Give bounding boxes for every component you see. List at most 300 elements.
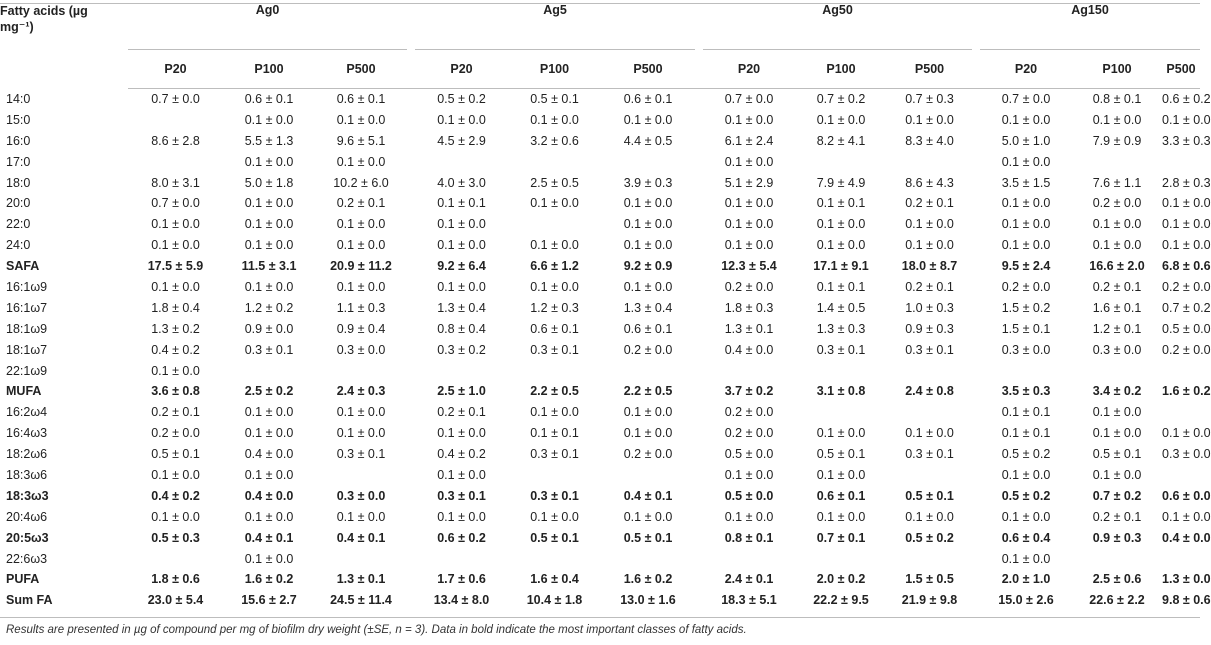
value-cell: 15.6 ± 2.7 bbox=[241, 593, 297, 608]
value-cell: 0.6 ± 0.1 bbox=[336, 91, 386, 106]
value-cell: 2.4 ± 0.3 bbox=[336, 384, 386, 399]
value-cell: 0.1 ± 0.0 bbox=[151, 238, 200, 253]
table-row bbox=[0, 360, 1200, 381]
cell-spacer bbox=[407, 402, 415, 423]
value-cell: 4.5 ± 2.9 bbox=[437, 133, 486, 148]
row-label: 14:0 bbox=[6, 91, 31, 106]
value-cell: 0.5 ± 0.1 bbox=[530, 530, 579, 545]
subcolumn-header: P500 bbox=[601, 49, 695, 88]
value-cell bbox=[415, 548, 508, 569]
cell-spacer bbox=[972, 297, 980, 318]
value-cell: 23.0 ± 5.4 bbox=[147, 593, 204, 608]
value-cell bbox=[315, 465, 407, 486]
value-cell: 2.0 ± 0.2 bbox=[816, 572, 866, 587]
value-cell: 0.1 ± 0.0 bbox=[623, 217, 673, 232]
cell-spacer bbox=[695, 318, 703, 339]
table-row bbox=[0, 235, 1200, 256]
subcolumn-header: P20 bbox=[703, 49, 795, 88]
value-cell: 0.1 ± 0.0 bbox=[1162, 196, 1211, 211]
value-cell: 0.1 ± 0.0 bbox=[724, 217, 774, 232]
value-cell: 0.5 ± 0.1 bbox=[816, 447, 866, 462]
cell-spacer bbox=[407, 151, 415, 172]
value-cell: 0.2 ± 0.1 bbox=[1092, 279, 1142, 294]
value-cell: 0.1 ± 0.0 bbox=[244, 238, 294, 253]
value-cell bbox=[1072, 548, 1162, 569]
value-cell: 0.3 ± 0.0 bbox=[336, 488, 386, 503]
cell-spacer bbox=[972, 277, 980, 298]
table-row bbox=[0, 318, 1200, 339]
value-cell: 0.1 ± 0.0 bbox=[437, 509, 486, 524]
value-cell: 0.1 ± 0.0 bbox=[530, 509, 579, 524]
value-cell: 6.8 ± 0.6 bbox=[1162, 259, 1211, 274]
row-label: 17:0 bbox=[6, 154, 31, 169]
value-cell: 0.4 ± 0.2 bbox=[437, 447, 486, 462]
value-cell bbox=[795, 402, 887, 423]
value-cell: 0.1 ± 0.1 bbox=[1001, 405, 1051, 420]
row-label: 16:1ω7 bbox=[6, 300, 48, 315]
group-label: Ag150 bbox=[1071, 3, 1109, 17]
value-cell: 0.1 ± 0.0 bbox=[1001, 238, 1051, 253]
value-cell: 2.0 ± 1.0 bbox=[1001, 572, 1051, 587]
value-cell: 0.1 ± 0.0 bbox=[816, 467, 866, 482]
value-cell: 0.1 ± 0.0 bbox=[1092, 467, 1142, 482]
value-cell: 0.7 ± 0.0 bbox=[1001, 91, 1051, 106]
bottom-rule bbox=[0, 617, 1200, 618]
value-cell: 1.6 ± 0.4 bbox=[530, 572, 579, 587]
value-cell bbox=[601, 151, 695, 172]
value-cell: 0.1 ± 0.0 bbox=[1162, 112, 1211, 127]
value-cell bbox=[128, 109, 223, 130]
value-cell: 0.3 ± 0.0 bbox=[1001, 342, 1051, 357]
value-cell: 0.3 ± 0.1 bbox=[905, 342, 954, 357]
value-cell: 10.4 ± 1.8 bbox=[526, 593, 583, 608]
value-cell: 0.1 ± 0.0 bbox=[623, 509, 673, 524]
value-cell: 2.8 ± 0.3 bbox=[1162, 175, 1211, 190]
value-cell: 0.9 ± 0.3 bbox=[905, 321, 954, 336]
value-cell: 3.4 ± 0.2 bbox=[1092, 384, 1142, 399]
cell-spacer bbox=[407, 277, 415, 298]
value-cell: 0.1 ± 0.1 bbox=[816, 196, 866, 211]
value-cell bbox=[508, 214, 601, 235]
value-cell: 0.2 ± 0.0 bbox=[151, 426, 200, 441]
row-label: 16:2ω4 bbox=[6, 405, 48, 420]
cell-spacer bbox=[695, 548, 703, 569]
value-cell: 0.1 ± 0.0 bbox=[437, 426, 486, 441]
table-row bbox=[0, 109, 1200, 130]
cell-spacer bbox=[695, 151, 703, 172]
value-cell: 1.6 ± 0.2 bbox=[244, 572, 294, 587]
fatty-acid-table bbox=[0, 3, 1211, 611]
cell-spacer bbox=[972, 548, 980, 569]
value-cell: 9.5 ± 2.4 bbox=[1001, 259, 1051, 274]
value-cell bbox=[795, 360, 887, 381]
row-label: Sum FA bbox=[6, 593, 53, 608]
value-cell: 5.5 ± 1.3 bbox=[244, 133, 294, 148]
value-cell: 0.1 ± 0.0 bbox=[336, 217, 386, 232]
table-row bbox=[0, 444, 1200, 465]
value-cell: 0.1 ± 0.0 bbox=[623, 405, 673, 420]
value-cell: 0.5 ± 0.1 bbox=[1092, 447, 1142, 462]
value-cell: 0.5 ± 0.2 bbox=[1001, 447, 1051, 462]
value-cell: 2.2 ± 0.5 bbox=[530, 384, 579, 399]
value-cell: 0.1 ± 0.0 bbox=[244, 112, 294, 127]
value-cell: 0.7 ± 0.2 bbox=[1092, 488, 1142, 503]
table-row bbox=[0, 214, 1200, 235]
value-cell bbox=[1162, 548, 1200, 569]
row-label: 18:0 bbox=[6, 175, 31, 190]
value-cell: 1.3 ± 0.3 bbox=[816, 321, 866, 336]
value-cell: 0.6 ± 0.1 bbox=[816, 488, 866, 503]
row-label: 18:3ω6 bbox=[6, 467, 48, 482]
value-cell bbox=[980, 360, 1072, 381]
row-label: 18:3ω3 bbox=[6, 488, 49, 503]
value-cell: 12.3 ± 5.4 bbox=[721, 259, 777, 274]
cell-spacer bbox=[972, 318, 980, 339]
value-cell: 1.3 ± 0.1 bbox=[336, 572, 386, 587]
value-cell: 0.2 ± 0.0 bbox=[1001, 279, 1051, 294]
value-cell bbox=[1162, 360, 1200, 381]
value-cell: 0.1 ± 0.0 bbox=[1001, 196, 1051, 211]
value-cell: 11.5 ± 3.1 bbox=[241, 259, 297, 274]
row-label: SAFA bbox=[6, 259, 40, 274]
value-cell bbox=[415, 360, 508, 381]
value-cell: 0.1 ± 0.0 bbox=[244, 509, 294, 524]
value-cell: 0.1 ± 0.0 bbox=[1001, 112, 1051, 127]
row-label: 22:6ω3 bbox=[6, 551, 48, 566]
value-cell: 0.6 ± 0.1 bbox=[623, 321, 673, 336]
value-cell: 0.1 ± 0.0 bbox=[816, 112, 866, 127]
value-cell: 0.1 ± 0.0 bbox=[816, 426, 866, 441]
value-cell: 0.1 ± 0.0 bbox=[244, 279, 294, 294]
cell-spacer bbox=[695, 193, 703, 214]
value-cell: 6.1 ± 2.4 bbox=[724, 133, 774, 148]
value-cell: 0.2 ± 0.1 bbox=[437, 405, 486, 420]
value-cell bbox=[887, 360, 972, 381]
value-cell: 0.1 ± 0.0 bbox=[623, 238, 673, 253]
cell-spacer bbox=[407, 214, 415, 235]
cell-spacer bbox=[695, 590, 703, 611]
value-cell: 1.7 ± 0.6 bbox=[437, 572, 486, 587]
cell-spacer bbox=[972, 151, 980, 172]
value-cell: 2.2 ± 0.5 bbox=[623, 384, 673, 399]
value-cell: 0.1 ± 0.0 bbox=[623, 279, 673, 294]
group-spacer bbox=[695, 3, 703, 49]
row-label: MUFA bbox=[6, 384, 42, 399]
value-cell: 0.1 ± 0.0 bbox=[1001, 509, 1051, 524]
group-header-ag50 bbox=[703, 3, 972, 49]
value-cell: 0.1 ± 0.0 bbox=[530, 112, 579, 127]
value-cell bbox=[508, 465, 601, 486]
cell-spacer bbox=[695, 88, 703, 109]
value-cell: 8.6 ± 2.8 bbox=[151, 133, 200, 148]
value-cell: 18.3 ± 5.1 bbox=[721, 593, 777, 608]
value-cell: 0.5 ± 0.2 bbox=[1001, 488, 1051, 503]
value-cell: 24.5 ± 11.4 bbox=[330, 593, 392, 608]
value-cell: 0.1 ± 0.0 bbox=[336, 154, 386, 169]
value-cell: 0.2 ± 0.1 bbox=[151, 405, 200, 420]
cell-spacer bbox=[407, 172, 415, 193]
subcolumn-header: P100 bbox=[795, 49, 887, 88]
value-cell: 0.1 ± 0.0 bbox=[530, 405, 579, 420]
cell-spacer bbox=[407, 193, 415, 214]
cell-spacer bbox=[972, 193, 980, 214]
cell-spacer bbox=[695, 381, 703, 402]
cell-spacer bbox=[972, 235, 980, 256]
value-cell: 0.1 ± 0.0 bbox=[336, 509, 386, 524]
value-cell: 0.1 ± 0.0 bbox=[905, 426, 954, 441]
value-cell: 0.1 ± 0.0 bbox=[151, 217, 200, 232]
cell-spacer bbox=[407, 297, 415, 318]
value-cell bbox=[601, 360, 695, 381]
table-row bbox=[0, 465, 1200, 486]
value-cell: 9.6 ± 5.1 bbox=[336, 133, 386, 148]
value-cell: 0.1 ± 0.0 bbox=[1162, 426, 1211, 441]
table-row bbox=[0, 88, 1200, 109]
table-row bbox=[0, 548, 1200, 569]
value-cell: 9.2 ± 0.9 bbox=[623, 259, 673, 274]
value-cell: 1.6 ± 0.2 bbox=[623, 572, 673, 587]
value-cell: 0.1 ± 0.0 bbox=[437, 279, 486, 294]
cell-spacer bbox=[407, 506, 415, 527]
group-spacer bbox=[407, 3, 415, 49]
cell-spacer bbox=[972, 88, 980, 109]
cell-spacer bbox=[407, 235, 415, 256]
row-label: 15:0 bbox=[6, 112, 31, 127]
table-caption: Results are presented in µg of compound per mg of biofilm dry weight (±SE, n = 3). Data in bold indicate the most important classes of fatty acids. bbox=[6, 624, 747, 636]
cell-spacer bbox=[972, 444, 980, 465]
value-cell: 2.5 ± 1.0 bbox=[437, 384, 486, 399]
value-cell: 0.1 ± 0.0 bbox=[336, 405, 386, 420]
value-cell: 3.9 ± 0.3 bbox=[623, 175, 673, 190]
value-cell bbox=[223, 360, 315, 381]
value-cell: 3.3 ± 0.3 bbox=[1162, 133, 1211, 148]
value-cell: 0.1 ± 0.1 bbox=[530, 426, 579, 441]
cell-spacer bbox=[407, 590, 415, 611]
value-cell: 8.3 ± 4.0 bbox=[905, 133, 954, 148]
group-label: Ag50 bbox=[822, 3, 853, 17]
cell-spacer bbox=[695, 423, 703, 444]
value-cell: 3.2 ± 0.6 bbox=[530, 133, 579, 148]
value-cell: 1.2 ± 0.3 bbox=[530, 300, 579, 315]
value-cell: 1.8 ± 0.4 bbox=[151, 300, 200, 315]
value-cell bbox=[795, 548, 887, 569]
value-cell: 0.4 ± 0.2 bbox=[151, 342, 200, 357]
value-cell bbox=[315, 548, 407, 569]
value-cell: 1.3 ± 0.2 bbox=[151, 321, 200, 336]
group-header-ag150 bbox=[980, 3, 1200, 49]
value-cell bbox=[508, 151, 601, 172]
value-cell: 0.1 ± 0.0 bbox=[1001, 154, 1051, 169]
cell-spacer bbox=[972, 360, 980, 381]
subcolumn-header-row bbox=[0, 49, 1200, 88]
value-cell: 0.7 ± 0.0 bbox=[151, 91, 200, 106]
cell-spacer bbox=[972, 109, 980, 130]
value-cell bbox=[508, 548, 601, 569]
value-cell: 0.1 ± 0.0 bbox=[724, 509, 774, 524]
table-row bbox=[0, 172, 1200, 193]
value-cell: 0.5 ± 0.3 bbox=[151, 530, 200, 545]
value-cell: 0.1 ± 0.1 bbox=[816, 279, 866, 294]
value-cell: 1.6 ± 0.2 bbox=[1162, 384, 1211, 399]
value-cell: 0.4 ± 0.0 bbox=[244, 447, 294, 462]
value-cell: 4.0 ± 3.0 bbox=[437, 175, 486, 190]
value-cell: 1.4 ± 0.5 bbox=[816, 300, 866, 315]
value-cell: 0.8 ± 0.1 bbox=[1092, 91, 1142, 106]
subcolumn-spacer bbox=[695, 49, 703, 88]
cell-spacer bbox=[972, 339, 980, 360]
value-cell: 7.9 ± 4.9 bbox=[816, 175, 866, 190]
value-cell: 0.1 ± 0.0 bbox=[437, 238, 486, 253]
value-cell: 0.1 ± 0.0 bbox=[1092, 405, 1142, 420]
value-cell: 7.6 ± 1.1 bbox=[1092, 175, 1142, 190]
group-spacer bbox=[972, 3, 980, 49]
value-cell: 0.1 ± 0.0 bbox=[244, 217, 294, 232]
row-label: 22:0 bbox=[6, 217, 31, 232]
cell-spacer bbox=[407, 339, 415, 360]
value-cell bbox=[887, 151, 972, 172]
value-cell: 0.3 ± 0.2 bbox=[437, 342, 486, 357]
value-cell: 0.1 ± 0.0 bbox=[1092, 426, 1142, 441]
value-cell: 0.1 ± 0.0 bbox=[336, 426, 386, 441]
group-header-ag5 bbox=[415, 3, 695, 49]
value-cell: 2.4 ± 0.1 bbox=[724, 572, 774, 587]
value-cell: 0.1 ± 0.0 bbox=[724, 112, 774, 127]
value-cell: 0.5 ± 0.2 bbox=[437, 91, 486, 106]
cell-spacer bbox=[695, 109, 703, 130]
cell-spacer bbox=[407, 548, 415, 569]
value-cell: 0.1 ± 0.0 bbox=[244, 467, 294, 482]
row-label: 18:1ω7 bbox=[6, 342, 48, 357]
cell-spacer bbox=[695, 402, 703, 423]
value-cell: 1.3 ± 0.1 bbox=[724, 321, 774, 336]
value-cell bbox=[508, 360, 601, 381]
cell-spacer bbox=[407, 527, 415, 548]
corner-header-line2: mg⁻¹) bbox=[0, 20, 34, 34]
table-row bbox=[0, 402, 1200, 423]
subcolumn-spacer bbox=[407, 49, 415, 88]
subcolumn-header: P500 bbox=[315, 49, 407, 88]
value-cell: 0.1 ± 0.1 bbox=[437, 196, 486, 211]
value-cell: 21.9 ± 9.8 bbox=[901, 593, 958, 608]
value-cell: 18.0 ± 8.7 bbox=[901, 259, 958, 274]
cell-spacer bbox=[695, 465, 703, 486]
value-cell: 0.6 ± 0.4 bbox=[1001, 530, 1051, 545]
table-row bbox=[0, 506, 1200, 527]
value-cell: 0.2 ± 0.0 bbox=[724, 279, 774, 294]
value-cell: 0.6 ± 0.2 bbox=[1162, 91, 1211, 106]
row-label: 20:4ω6 bbox=[6, 509, 48, 524]
cell-spacer bbox=[695, 506, 703, 527]
table-row bbox=[0, 339, 1200, 360]
value-cell: 1.5 ± 0.2 bbox=[1001, 300, 1051, 315]
value-cell: 1.0 ± 0.3 bbox=[905, 300, 954, 315]
value-cell bbox=[703, 360, 795, 381]
value-cell bbox=[415, 151, 508, 172]
value-cell: 1.3 ± 0.0 bbox=[1162, 572, 1211, 587]
value-cell: 0.2 ± 0.0 bbox=[1092, 196, 1142, 211]
value-cell: 0.4 ± 0.1 bbox=[623, 488, 673, 503]
row-label: 20:5ω3 bbox=[6, 530, 49, 545]
subcolumn-header: P20 bbox=[415, 49, 508, 88]
value-cell: 0.1 ± 0.0 bbox=[1001, 551, 1051, 566]
value-cell: 0.1 ± 0.0 bbox=[1092, 238, 1142, 253]
table-row bbox=[0, 590, 1200, 611]
value-cell: 0.2 ± 0.1 bbox=[336, 196, 386, 211]
value-cell: 0.4 ± 0.2 bbox=[151, 488, 200, 503]
value-cell bbox=[703, 548, 795, 569]
value-cell: 0.1 ± 0.0 bbox=[151, 509, 200, 524]
subcolumn-header: P20 bbox=[128, 49, 223, 88]
table-row bbox=[0, 485, 1200, 506]
value-cell: 0.1 ± 0.0 bbox=[1162, 238, 1211, 253]
cell-spacer bbox=[972, 485, 980, 506]
cell-spacer bbox=[407, 569, 415, 590]
value-cell: 17.5 ± 5.9 bbox=[147, 259, 204, 274]
value-cell: 1.3 ± 0.4 bbox=[623, 300, 673, 315]
cell-spacer bbox=[407, 109, 415, 130]
value-cell: 0.1 ± 0.0 bbox=[437, 217, 486, 232]
value-cell: 0.1 ± 0.0 bbox=[1001, 467, 1051, 482]
value-cell bbox=[601, 465, 695, 486]
value-cell: 0.1 ± 0.0 bbox=[816, 238, 866, 253]
value-cell bbox=[1162, 402, 1200, 423]
subcolumn-header: P100 bbox=[508, 49, 601, 88]
value-cell: 0.2 ± 0.0 bbox=[1162, 342, 1211, 357]
value-cell: 0.4 ± 0.1 bbox=[336, 530, 386, 545]
value-cell: 0.7 ± 0.0 bbox=[151, 196, 200, 211]
table-row bbox=[0, 277, 1200, 298]
cell-spacer bbox=[695, 527, 703, 548]
value-cell: 3.5 ± 0.3 bbox=[1001, 384, 1051, 399]
subcolumn-spacer bbox=[972, 49, 980, 88]
value-cell: 0.8 ± 0.4 bbox=[437, 321, 486, 336]
cell-spacer bbox=[407, 444, 415, 465]
value-cell: 1.5 ± 0.1 bbox=[1001, 321, 1051, 336]
cell-spacer bbox=[407, 381, 415, 402]
value-cell: 8.0 ± 3.1 bbox=[151, 175, 200, 190]
group-label: Ag0 bbox=[255, 3, 280, 17]
value-cell: 0.6 ± 0.1 bbox=[244, 91, 294, 106]
value-cell: 0.4 ± 0.0 bbox=[724, 342, 774, 357]
value-cell: 0.7 ± 0.2 bbox=[1162, 300, 1211, 315]
value-cell: 0.1 ± 0.0 bbox=[530, 279, 579, 294]
cell-spacer bbox=[407, 88, 415, 109]
value-cell: 1.8 ± 0.6 bbox=[151, 572, 200, 587]
value-cell: 0.4 ± 0.0 bbox=[244, 488, 294, 503]
cell-spacer bbox=[972, 569, 980, 590]
value-cell: 3.1 ± 0.8 bbox=[816, 384, 866, 399]
value-cell: 0.4 ± 0.1 bbox=[244, 530, 294, 545]
value-cell: 0.4 ± 0.0 bbox=[1162, 530, 1211, 545]
cell-spacer bbox=[695, 360, 703, 381]
value-cell: 0.1 ± 0.0 bbox=[623, 196, 673, 211]
row-label: 16:4ω3 bbox=[6, 426, 48, 441]
value-cell: 4.4 ± 0.5 bbox=[623, 133, 673, 148]
value-cell: 3.7 ± 0.2 bbox=[724, 384, 774, 399]
value-cell: 2.5 ± 0.5 bbox=[530, 175, 579, 190]
cell-spacer bbox=[695, 444, 703, 465]
value-cell: 0.1 ± 0.0 bbox=[530, 238, 579, 253]
value-cell: 0.1 ± 0.0 bbox=[244, 196, 294, 211]
value-cell: 17.1 ± 9.1 bbox=[813, 259, 869, 274]
cell-spacer bbox=[695, 172, 703, 193]
value-cell: 2.4 ± 0.8 bbox=[905, 384, 954, 399]
value-cell: 15.0 ± 2.6 bbox=[998, 593, 1054, 608]
value-cell: 0.1 ± 0.0 bbox=[905, 509, 954, 524]
row-label: 18:2ω6 bbox=[6, 447, 48, 462]
value-cell: 0.1 ± 0.0 bbox=[244, 551, 294, 566]
row-label: 20:0 bbox=[6, 196, 31, 211]
